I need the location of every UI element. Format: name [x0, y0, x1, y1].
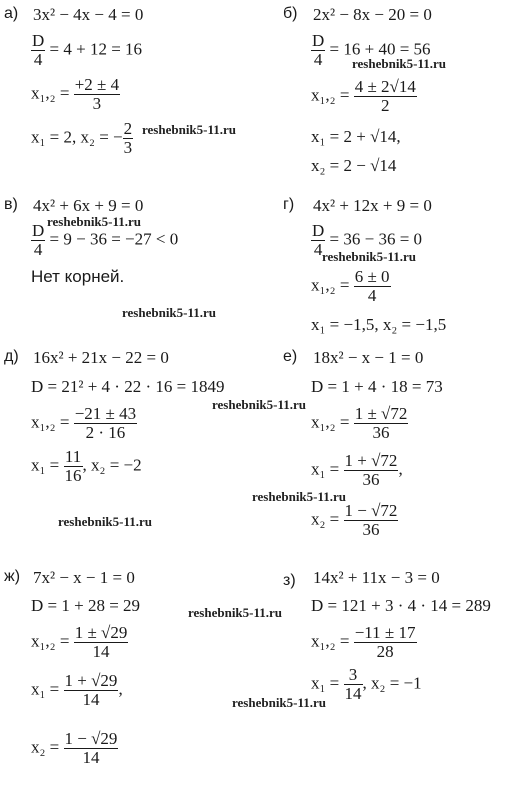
- problem-g-x12: x₁,₂ = $\frac{6 \pm 0}{4}$: [311, 267, 390, 305]
- problem-b-x12: x₁,₂ = $\frac{4 \pm 2√14}{2}$: [311, 77, 416, 115]
- problem-d-label: д): [4, 348, 19, 365]
- problem-z-equation: 14x² + 11x − 3 = 0: [313, 568, 440, 587]
- watermark: reshebnik5-11.ru: [212, 397, 307, 412]
- watermark: reshebnik5-11.ru: [58, 514, 153, 529]
- problem-d-roots: x₁ = $\frac{11}{16}$ , x₂ = −2: [31, 447, 142, 485]
- problem-zh-x2: x₂ = $\frac{1 - √29}{14}$: [31, 729, 118, 767]
- problem-b-label: б): [283, 5, 298, 22]
- watermark: reshebnik5-11.ru: [232, 695, 327, 710]
- problem-z-roots: x₁ = $\frac{3}{14}$ , x₂ = −1: [311, 665, 422, 703]
- problem-zh-x12: x₁,₂ = $\frac{1 \pm √29}{14}$: [31, 623, 128, 661]
- watermark: reshebnik5-11.ru: [47, 214, 142, 229]
- problem-a-x12: x₁,₂ = $\frac{+2 \pm 4}{3}$: [31, 75, 120, 113]
- problem-e-x1: x₁ = $\frac{1 + √72}{36}$ ,: [311, 451, 403, 489]
- problem-b-x2: x₂ = 2 − √14: [311, 156, 397, 175]
- watermark: reshebnik5-11.ru: [322, 249, 417, 264]
- problem-zh-x1: x₁ = $\frac{1 + √29}{14}$ ,: [31, 671, 123, 709]
- problem-zh-equation: 7x² − x − 1 = 0: [33, 568, 135, 587]
- problem-e-label: е): [283, 348, 298, 365]
- problem-z-label: з): [283, 572, 296, 589]
- problem-v-no-roots: Нет корней.: [31, 267, 125, 286]
- watermark: reshebnik5-11.ru: [142, 122, 237, 137]
- problem-zh-label: ж): [4, 568, 21, 585]
- problem-e-equation: 18x² − x − 1 = 0: [313, 348, 424, 367]
- watermark: reshebnik5-11.ru: [188, 605, 283, 620]
- problem-d-discriminant: D = 21² + 4 · 22 · 16 = 1849: [31, 377, 225, 396]
- watermark: reshebnik5-11.ru: [252, 489, 347, 504]
- problem-z-x12: x₁,₂ = $\frac{-11 \pm 17}{28}$: [311, 623, 416, 661]
- problem-g-label: г): [283, 196, 295, 213]
- problem-zh-discriminant: D = 1 + 28 = 29: [31, 596, 141, 615]
- problem-e-x2: x₂ = $\frac{1 - √72}{36}$: [311, 501, 398, 539]
- problem-a-equation: 3x² − 4x − 4 = 0: [33, 5, 144, 24]
- problem-v-discriminant: $\frac{D}{4}$ = 9 − 36 = −27 < 0: [32, 221, 179, 259]
- problem-d-equation: 16x² + 21x − 22 = 0: [33, 348, 169, 367]
- problem-g-discriminant: $\frac{D}{4}$ = 36 − 36 = 0: [312, 221, 423, 259]
- problem-v-label: в): [4, 196, 18, 213]
- problem-e-x12: x₁,₂ = $\frac{1 \pm √72}{36}$: [311, 404, 408, 442]
- problem-b-equation: 2x² − 8x − 20 = 0: [313, 5, 432, 24]
- problem-a-discriminant: $\frac{D}{4}$ = 4 + 12 = 16: [32, 31, 143, 69]
- problem-e-discriminant: D = 1 + 4 · 18 = 73: [311, 377, 443, 396]
- problem-v-equation: 4x² + 6x + 9 = 0: [33, 196, 144, 215]
- problem-g-equation: 4x² + 12x + 9 = 0: [313, 196, 432, 215]
- watermark: reshebnik5-11.ru: [122, 305, 217, 320]
- problem-a-roots: x₁ = 2, x₂ = − $\frac{2}{3}$: [31, 119, 133, 157]
- problem-b-x1: x₁ = 2 + √14,: [311, 127, 401, 146]
- problem-d-x12: x₁,₂ = $\frac{-21 \pm 43}{2 \cdot 16}$: [31, 404, 137, 442]
- problem-b-discriminant: $\frac{D}{4}$ = 16 + 40 = 56: [312, 31, 431, 69]
- watermark: reshebnik5-11.ru: [352, 56, 447, 71]
- problem-g-roots: x₁ = −1,5, x₂ = −1,5: [311, 315, 447, 334]
- problem-a-label: а): [4, 5, 19, 22]
- problem-z-discriminant: D = 121 + 3 · 4 · 14 = 289: [311, 596, 491, 615]
